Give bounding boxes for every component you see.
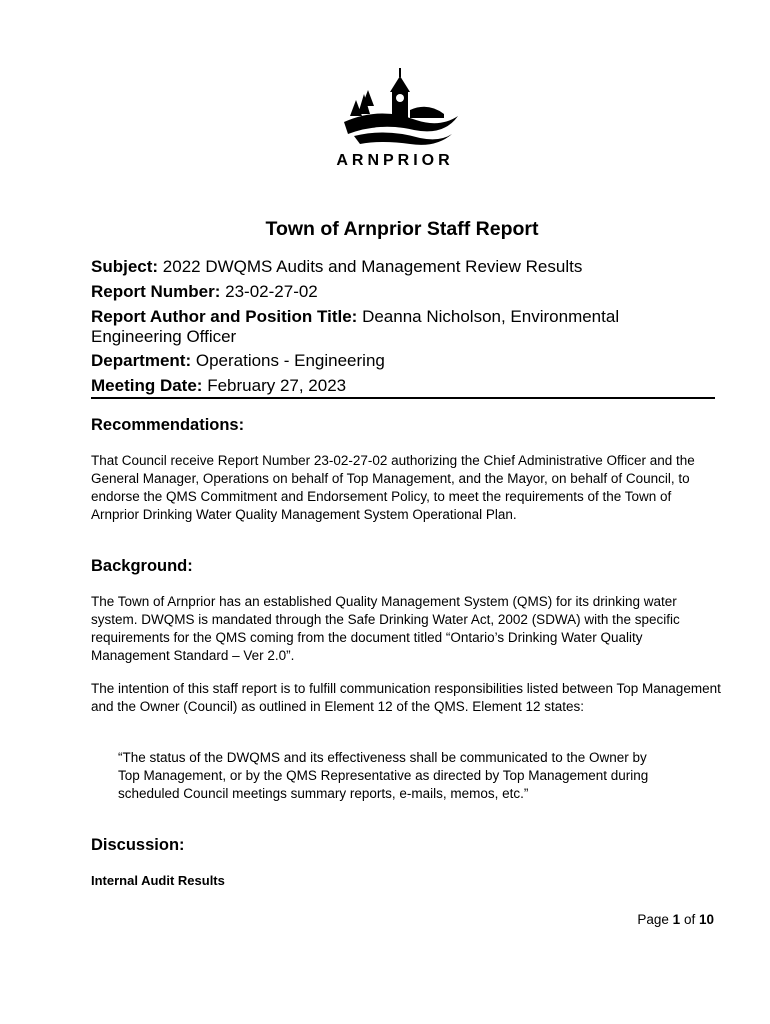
meeting-date-label: Meeting Date:	[91, 376, 203, 395]
page-total: 10	[698, 912, 714, 927]
town-logo	[300, 66, 490, 176]
subject-line	[91, 257, 731, 277]
author-label: Report Author and Position Title:	[91, 307, 358, 326]
element-12-quote: “The status of the DWQMS and its effectiveness shall be communicated to the Owner by Top Management, or by the QMS Representative as directed by Top Management during scheduled Council meetings summary reports, e-mails, memos, etc.”	[118, 750, 649, 801]
internal-audit-subheading: Internal Audit Results	[91, 873, 225, 888]
department-label: Department:	[91, 351, 192, 370]
author-line	[91, 307, 731, 347]
background-heading: Background:	[91, 557, 193, 575]
header-divider	[91, 397, 715, 399]
page-of: of	[683, 912, 696, 927]
recommendations-text: That Council receive Report Number 23-02-27-02 authorizing the Chief Administrative Officer and the General Manager, Operations on behalf of Top Management, and the Mayor, on behalf of Council, to endorse the QMS Commitment and Endorsement Policy, to meet the requirements of the Town of Arnprior Drinking Water Quality Management System Operational Plan.	[91, 453, 695, 522]
report-number-label: Report Number:	[91, 282, 221, 301]
page-number	[637, 912, 714, 927]
meeting-date-value: February 27, 2023	[207, 376, 347, 395]
department-line	[91, 351, 731, 371]
arnprior-clocktower-logo	[340, 66, 460, 146]
subject-label: Subject:	[91, 257, 159, 276]
recommendations-heading: Recommendations:	[91, 416, 245, 434]
background-paragraph-2: The intention of this staff report is to fulfill communication responsibilities listed between Top Management and the Owner (Council) as outlined in Element 12 of the QMS. Element 12 states:	[91, 681, 721, 714]
page-label: Page	[637, 912, 669, 927]
report-number-line	[91, 282, 731, 302]
page-current: 1	[672, 912, 681, 927]
report-number-value: 23-02-27-02	[225, 282, 318, 301]
author-value-cont: Engineering Officer	[91, 327, 237, 346]
subject-value: 2022 DWQMS Audits and Management Review Results	[162, 257, 583, 276]
department-value: Operations - Engineering	[195, 351, 385, 370]
author-value: Deanna Nicholson, Environmental	[362, 307, 620, 326]
discussion-heading: Discussion:	[91, 836, 185, 854]
logo-wordmark: ARNPRIOR	[336, 152, 454, 169]
report-title: Town of Arnprior Staff Report	[265, 218, 539, 240]
background-paragraph-1: The Town of Arnprior has an established Quality Management System (QMS) for its drinking water system. DWQMS is mandated through the Safe Drinking Water Act, 2002 (SDWA) with the specific requirements for the QMS coming from the document titled “Ontario’s Drinking Water Quality Management Standard – Ver 2.0”.	[91, 594, 680, 663]
meeting-date-line	[91, 376, 731, 396]
